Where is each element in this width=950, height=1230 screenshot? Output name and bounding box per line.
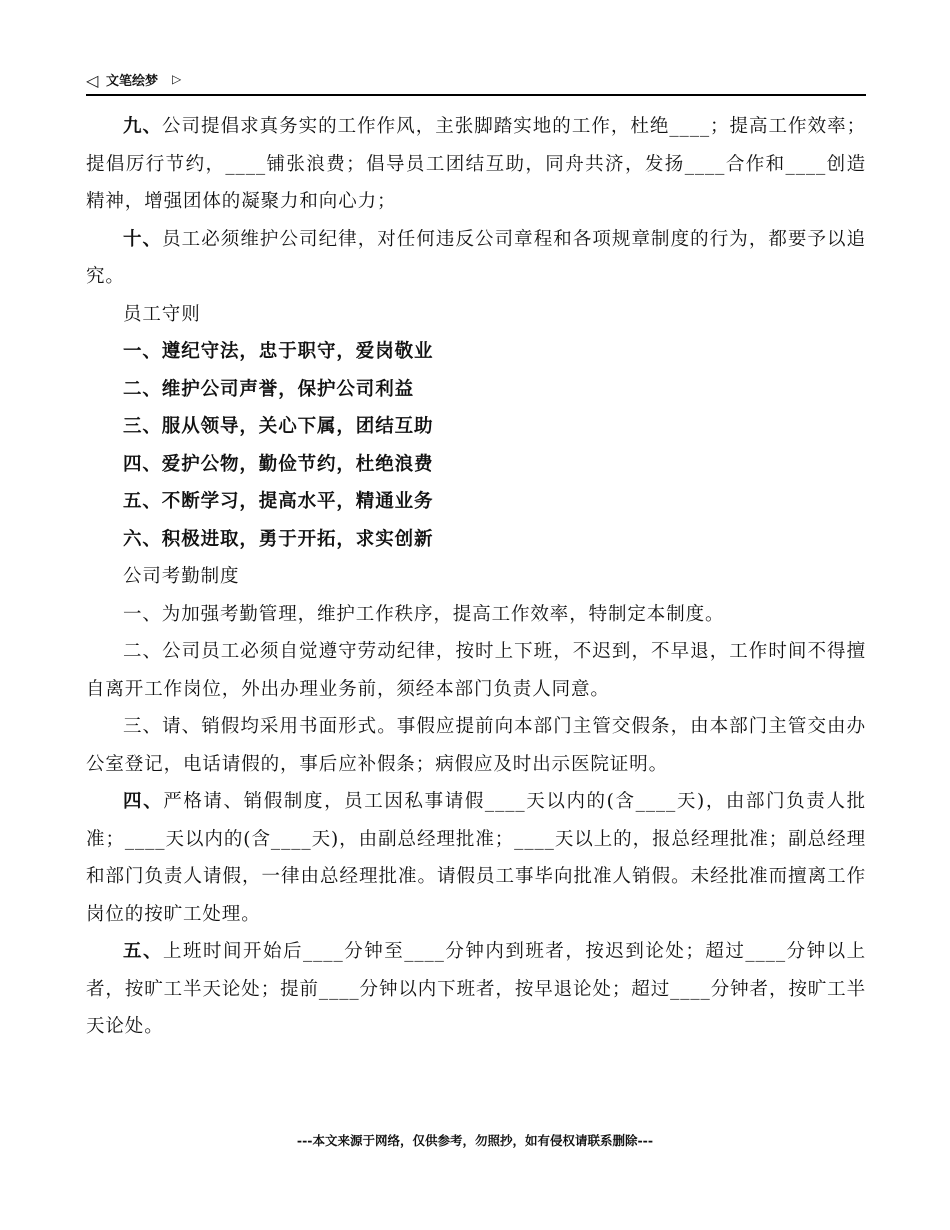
page-header — [86, 70, 866, 96]
rule-4: 四、爱护公物，勤俭节约，杜绝浪费 — [123, 453, 434, 475]
paragraph-10-text: 员工必须维护公司纪律，对任何违反公司章程和各项规章制度的行为，都要予以追究。 — [86, 228, 866, 287]
attendance-clause-4-text: 严格请、销假制度，员工因私事请假____天以内的(含____天)，由部门负责人批准；____天以内的(含____天)，由副总经理批准；____天以上的，报总经理批准；副总经理和部门负责人请假，一律由总经理批准。请假员工事毕向批准人销假。未经批准而擅离工作岗位的按旷工处理。 — [86, 791, 866, 925]
attendance-clause-5-number: 五、 — [123, 941, 163, 962]
paragraph-9-text: 公司提倡求真务实的工作作风，主张脚踏实地的工作，杜绝____；提高工作效率；提倡厉行节约，____铺张浪费；倡导员工团结互助，同舟共济，发扬____合作和____创造精神，增强团体的凝聚力和向心力； — [86, 116, 866, 212]
rule-6: 六、积极进取，勇于开拓，求实创新 — [123, 528, 434, 550]
rule-3: 三、服从领导，关心下属，团结互助 — [123, 416, 434, 437]
paragraph-10-number: 十、 — [123, 228, 163, 250]
paragraph-9 — [86, 108, 866, 221]
attendance-clause-5 — [86, 933, 866, 1046]
paragraph-9-number: 九、 — [123, 116, 163, 137]
rule-1: 一、遵纪守法，忠于职守，爱岗敬业 — [123, 341, 434, 362]
document-body — [86, 108, 866, 1046]
attendance-clause-4 — [86, 783, 866, 933]
section-heading-attendance: 公司考勤制度 — [123, 566, 240, 587]
right-triangle-icon: ▷ — [172, 72, 182, 86]
paragraph-10 — [86, 221, 866, 296]
header-title: 文笔绘梦 — [106, 74, 159, 89]
attendance-clause-4-number: 四、 — [123, 791, 164, 812]
rule-2: 二、维护公司声誉，保护公司利益 — [123, 378, 415, 400]
attendance-clause-5-text: 上班时间开始后____分钟至____分钟内到班者，按迟到论处；超过____分钟以上者，按旷工半天论处；提前____分钟以内下班者，按早退论处；超过____分钟者，按旷工半天论处。 — [86, 941, 866, 1037]
attendance-clause-2: 二、公司员工必须自觉遵守劳动纪律，按时上下班，不迟到，不早退，工作时间不得擅自离开工作岗位，外出办理业务前，须经本部门负责人同意。 — [86, 641, 866, 700]
attendance-clause-3: 三、请、销假均采用书面形式。事假应提前向本部门主管交假条，由本部门主管交由办公室登记，电话请假的，事后应补假条；病假应及时出示医院证明。 — [86, 716, 866, 775]
rule-5: 五、不断学习，提高水平，精通业务 — [123, 491, 434, 512]
left-triangle-icon: ◁ — [86, 71, 99, 90]
attendance-clause-1: 一、为加强考勤管理，维护工作秩序，提高工作效率，特制定本制度。 — [123, 603, 725, 625]
section-heading-employee-rules: 员工守则 — [123, 303, 201, 325]
page-footer: ---本文来源于网络，仅供参考，勿照抄，如有侵权请联系删除--- — [296, 1133, 654, 1148]
